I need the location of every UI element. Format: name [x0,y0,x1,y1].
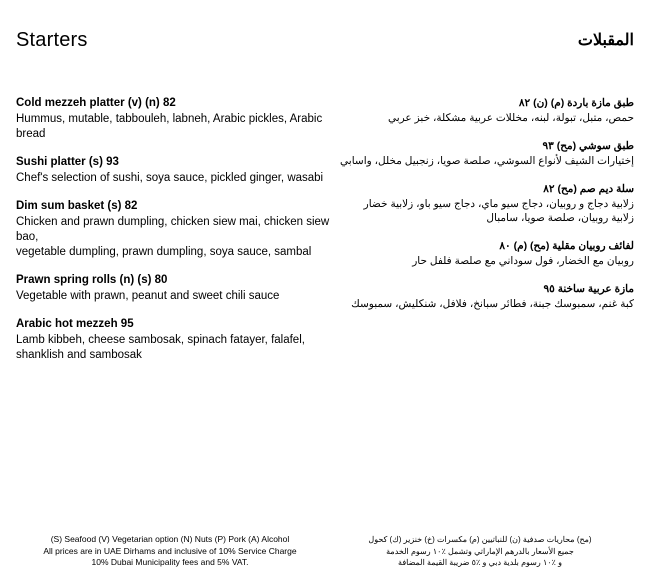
menu-item [16,96,346,142]
menu-item-name: مازة عربية ساخنة ٩٥ [543,283,634,295]
menu-item-description: Hummus, mutable, tabbouleh, labneh, Arabic pickles, Arabic bread [16,113,323,140]
menu-item-name: Dim sum basket (s) 82 [16,200,138,212]
menu-item-name: Cold mezzeh platter (v) (n) 82 [16,97,176,109]
footer-legend-arabic [330,534,630,569]
menu-column-arabic [334,96,634,325]
footer-allergen-key: (مح) محاريات صدفية (ن) للنباتيين (م) مكسرات (خ) خنزير (ك) كحول [368,535,592,544]
menu-item-name: لفائف روبيان مقلية (مح) (م) ٨٠ [499,240,634,252]
menu-item-name: Prawn spring rolls (n) (s) 80 [16,274,168,286]
menu-item-description: Chef's selection of sushi, soya sauce, pickled ginger, wasabi [16,172,324,184]
menu-column-english [16,96,346,363]
footer-allergen-key: (S) Seafood (V) Vegetarian option (N) Nuts (P) Pork (A) Alcohol [50,534,290,544]
menu-item-description: زلابية دجاج و روبيان، دجاج سيو ماي، دجاج سيو باو، زلابية خضار [363,198,634,210]
footer-tax-note: و ٪١٠ رسوم بلدية دبي و ٪٥ ضريبة القيمة المضافة [398,558,562,567]
menu-item-description: إختيارات الشيف لأنواع السوشي، صلصة صويا، زنجبيل مخلل، واسابي [340,155,634,167]
menu-item-description: Vegetable with prawn, peanut and sweet chili sauce [16,290,280,302]
menu-item [16,317,346,363]
footer-pricing-note: All prices are in UAE Dirhams and inclusive of 10% Service Charge [43,545,297,556]
menu-item-description: vegetable dumpling, prawn dumpling, soya sauce, sambal [16,246,312,258]
menu-item-description: زلابية روبيان، صلصة صويا، سامبال [486,212,634,224]
menu-item [334,96,634,125]
menu-item-name: سلة ديم صم (مح) ٨٢ [543,183,634,195]
footer-legend-english [20,534,320,569]
menu-item-name: طبق مازة باردة (م) (ن) ٨٢ [518,97,634,109]
menu-item-name: Sushi platter (s) 93 [16,156,119,168]
menu-item [334,239,634,268]
menu-item [16,273,346,304]
menu-item-description: shanklish and sambosak [16,349,142,361]
menu-item [334,182,634,225]
footer-tax-note: 10% Dubai Municipality fees and 5% VAT. [91,557,249,567]
footer-pricing-note: جميع الأسعار بالدرهم الإماراتي وتشمل ٪١٠ رسوم الخدمة [386,546,574,556]
footer [0,534,650,574]
menu-item [334,282,634,311]
menu-item [16,155,346,186]
menu-item-description: روبيان مع الخضار، فول سوداني مع صلصة فلفل حار [412,255,634,267]
menu-item-description: كبة غنم، سمبوسك جبنة، فطائر سبانخ، فلافل، شنكليش، سمبوسك [351,298,634,310]
section-header [0,28,650,62]
menu-item [334,139,634,168]
menu-item-description: حمص، متبل، تبولة، لبنه، مخللات عربية مشكلة، خبز عربي [387,112,634,124]
page-title-english: Starters [16,29,88,51]
menu-item [16,199,346,260]
menu-item-description: Chicken and prawn dumpling, chicken siew mai, chicken siew bao, [16,216,330,243]
page-title-arabic: المقبلات [577,32,634,49]
menu-item-name: طبق سوشي (مح) ٩٣ [542,140,634,152]
menu-item-description: Lamb kibbeh, cheese sambosak, spinach fatayer, falafel, [16,334,305,346]
menu-item-name: Arabic hot mezzeh 95 [16,318,134,330]
